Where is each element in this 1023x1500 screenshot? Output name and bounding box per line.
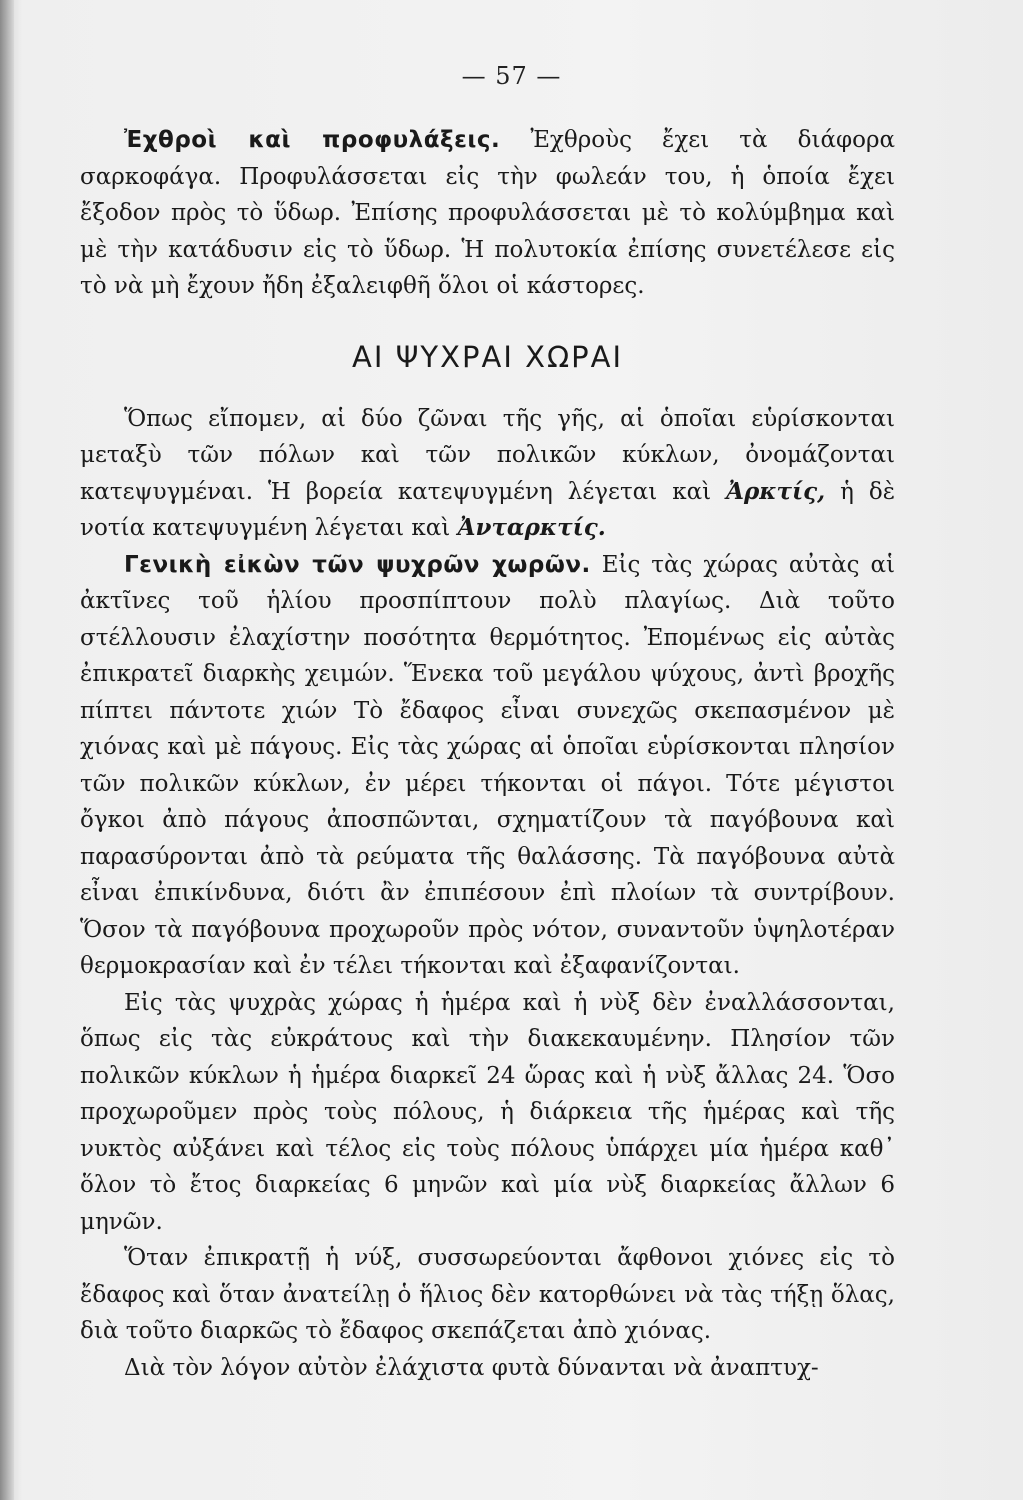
general-picture-bold-lead: Γενικὴ εἰκὼν τῶν ψυχρῶν χωρῶν. [124,551,591,578]
term-arctic: Ἀρκτίς, [726,477,826,505]
paragraph-definition-text-b: ἡ δὲ νοτία κατεψυγμένη λέγεται καὶ [80,478,896,541]
page-binding-edge [0,0,14,1500]
paragraph-snow: Ὅταν ἐπικρατῇ ἡ νύξ, συσσωρεύονται ἄφθονοι χιόνες εἰς τὸ ἔδαφος καὶ ὅταν ἀνατείλῃ ὁ ἥλιος δὲν κατορθώνει νὰ τὰς τήξῃ ὅλας, διὰ τοῦτο διαρκῶς τὸ ἔδαφος σκεπάζεται ἀπὸ χιόνας. [80,1245,895,1344]
intro-text: Ἐχθροὺς ἔχει τὰ διάφορα σαρκοφάγα. Προφυλάσσεται εἰς τὴν φωλεάν του, ἡ ὁποία ἔχει ἔξοδον πρὸς τὸ ὕδωρ. Ἐπίσης προφυλάσσεται μὲ τὸ κολύμβημα καὶ μὲ τὴν κατάδυσιν εἰς τὸ ὕδωρ. Ἡ πολυτοκία ἐπίσης συνετέλεσε εἰς τὸ νὰ μὴ ἔχουν ἤδη ἐξαλειφθῆ ὅλοι οἱ κάστορες. [80,127,895,299]
paragraph-general-picture [80,547,895,985]
paragraph-plants: Διὰ τὸν λόγον αὐτὸν ἐλάχιστα φυτὰ δύνανται νὰ ἀναπτυχ- [124,1354,819,1381]
term-antarctic: Ἀνταρκτίς. [457,514,606,541]
intro-bold-lead: Ἐχθροὶ καὶ προφυλάξεις. [124,127,501,153]
paragraph-definition-text-a: Ὅπως εἴπομεν, αἱ δύο ζῶναι τῆς γῆς, αἱ ὁποῖαι εὑρίσκονται μεταξὺ τῶν πόλων καὶ τῶν πολικῶν κύκλων, ὀνομάζονται κατεψυγμέναι. Ἡ βορεία κατεψυγμένη λέγεται καὶ [80,405,895,505]
page-number: — 57 — [461,62,562,90]
paragraph-definition [80,401,895,547]
page-body [80,122,895,1386]
section-heading: ΑΙ ΨΥΧΡΑΙ ΧΩΡΑΙ [351,339,624,374]
paragraph-day-night: Εἰς τὰς ψυχρὰς χώρας ἡ ἡμέρα καὶ ἡ νὺξ δὲν ἐναλλάσσονται, ὅπως εἰς τὰς εὐκράτους καὶ τὴν διακεκαυμένην. Πλησίον τῶν πολικῶν κύκλων ἡ ἡμέρα διαρκεῖ 24 ὥρας καὶ ἡ νὺξ ἄλλας 24. Ὅσο προχωροῦμεν πρὸς τοὺς πόλους, ἡ διάρκεια τῆς ἡμέρας καὶ τῆς νυκτὸς αὐξάνει καὶ τέλος εἰς τοὺς πόλους ὑπάρχει μία ἡμέρα καθ᾽ ὅλον τὸ ἔτος διαρκείας 6 μηνῶν καὶ μία νὺξ διαρκείας ἄλλων 6 μηνῶν. [80,989,895,1235]
intro-paragraph [80,122,895,305]
general-picture-text: Εἰς τὰς χώρας αὐτὰς αἱ ἀκτῖνες τοῦ ἡλίου προσπίπτουν πολὺ πλαγίως. Διὰ τοῦτο στέλλουσιν ἐλαχίστην ποσότητα θερμότητος. Ἐπομένως εἰς αὐτὰς ἐπικρατεῖ διαρκὴς χειμών. Ἕνεκα τοῦ μεγάλου ψύχους, ἀντὶ βροχῆς πίπτει πάντοτε χιών Τὸ ἔδαφος εἶναι συνεχῶς σκεπασμένον μὲ χιόνας καὶ μὲ πάγους. Εἰς τὰς χώρας αἱ ὁποῖαι εὑρίσκονται πλησίον τῶν πολικῶν κύκλων, ἐν μέρει τήκονται οἱ πάγοι. Τότε μέγιστοι ὄγκοι ἀπὸ πάγους ἀποσπῶνται, σχηματίζουν τὰ παγόβουνα καὶ παρασύρονται ἀπὸ τὰ ρεύματα τῆς θαλάσσης. Τὰ παγόβουνα αὐτὰ εἶναι ἐπικίνδυνα, διότι ἂν ἐπιπέσουν ἐπὶ πλοίων τὰ συντρίβουν. Ὅσον τὰ παγόβουνα προχωροῦν πρὸς νότον, συναντοῦν ὑψηλοτέραν θερμοκρασίαν καὶ ἐν τέλει τήκονται καὶ ἐξαφανίζονται. [80,551,896,979]
